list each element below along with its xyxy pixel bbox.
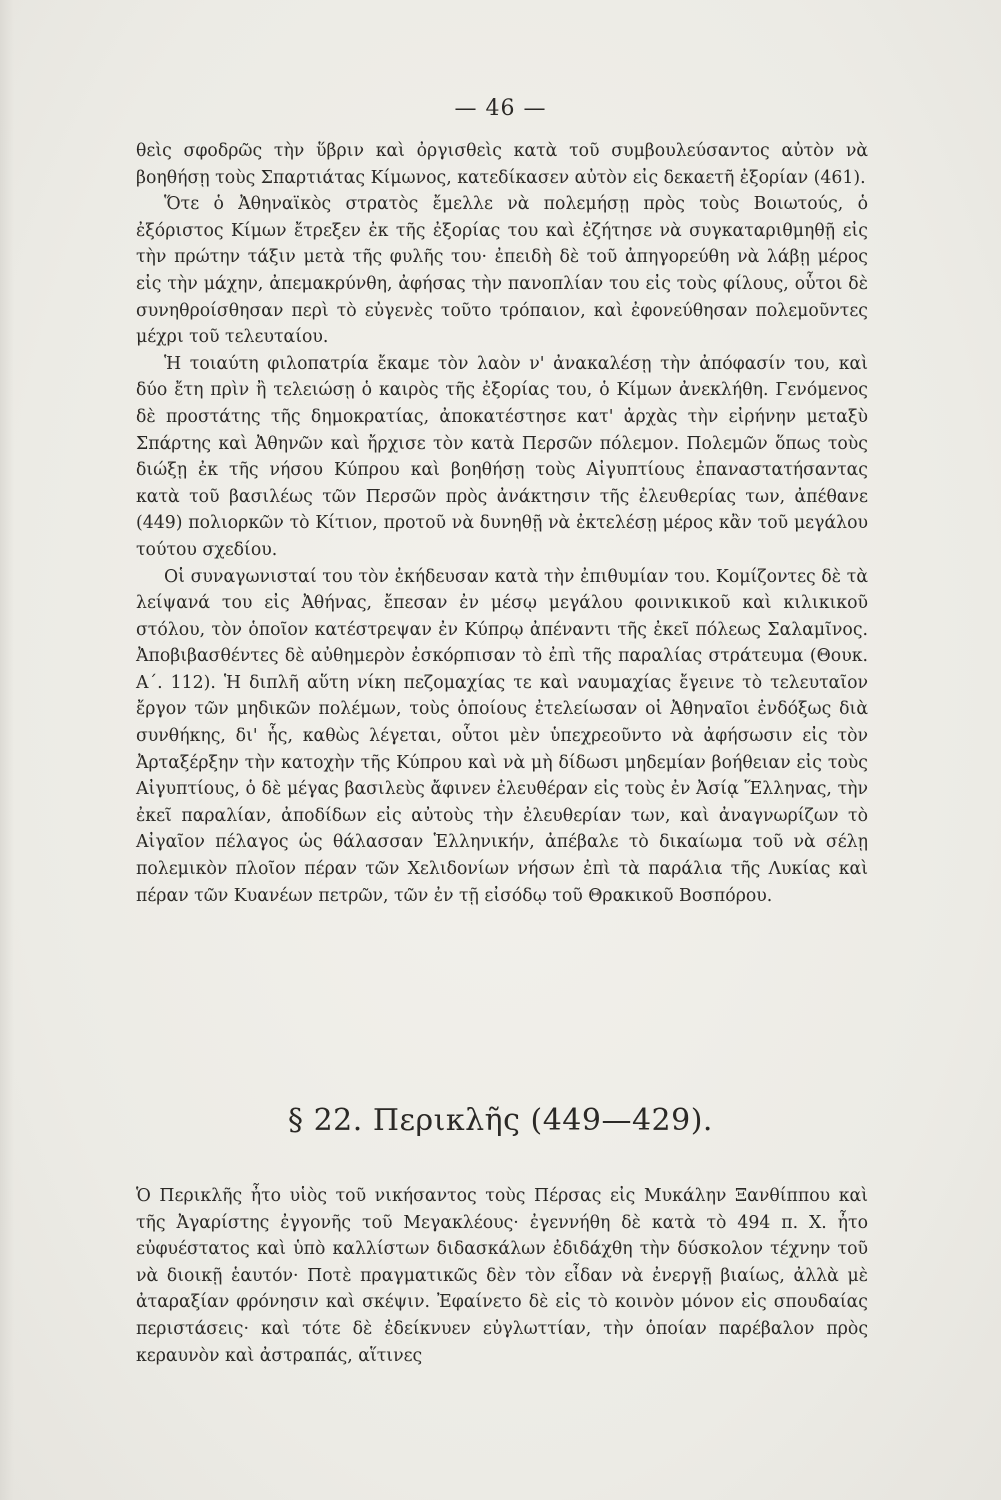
- paragraph: θεὶς σφοδρῶς τὴν ὕβριν καὶ ὀργισθεὶς κατὰ τοῦ συμβουλεύσαντος αὐτὸν νὰ βοηθήσῃ τοὺς Σπαρτιάτας Κίμωνος, κατεδίκασεν αὐτὸν εἰς δεκαετῆ ἐξορίαν (461).: [136, 141, 868, 188]
- paragraph: Ἡ τοιαύτη φιλοπατρία ἔκαμε τὸν λαὸν ν' ἀνακαλέσῃ τὴν ἀπόφασίν του, καὶ δύο ἔτη πρὶν ἢ τελειώσῃ ὁ καιρὸς τῆς ἐξορίας του, ὁ Κίμων ἀνεκλήθη. Γενόμενος δὲ προστάτης τῆς δημοκρατίας, ἀποκατέστησε κατ' ἀρχὰς τὴν εἰρήνην μεταξὺ Σπάρτης καὶ Ἀθηνῶν καὶ ἤρχισε τὸν κατὰ Περσῶν πόλεμον. Πολεμῶν ὅπως τοὺς διώξῃ ἐκ τῆς νήσου Κύπρου καὶ βοηθήσῃ τοὺς Αἰγυπτίους ἐπαναστατήσαντας κατὰ τοῦ βασιλέως τῶν Περσῶν πρὸς ἀνάκτησιν τῆς ἐλευθερίας των, ἀπέθανε (449) πολιορκῶν τὸ Κίτιον, προτοῦ νὰ δυνηθῇ νὰ ἐκτελέσῃ μέρος κἂν τοῦ μεγάλου τούτου σχεδίου.: [136, 353, 868, 560]
- body-text-bottom: [136, 1183, 868, 1369]
- section-heading: § 22. Περικλῆς (449—429).: [288, 1103, 713, 1138]
- page-number: — 46 —: [454, 96, 547, 121]
- paragraph: Ὁ Περικλῆς ἦτο υἱὸς τοῦ νικήσαντος τοὺς Πέρσας εἰς Μυκάλην Ξανθίππου καὶ τῆς Ἀγαρίστης ἐγγονῆς τοῦ Μεγακλέους· ἐγεννήθη δὲ κατὰ τὸ 494 π. Χ. ἦτο εὐφυέστατος καὶ ὑπὸ καλλίστων διδασκάλων ἐδιδάχθη τὴν δύσκολον τέχνην τοῦ νὰ διοικῇ ἑαυτόν· Ποτὲ πραγματικῶς δὲν τὸν εἶδαν νὰ ἐνεργῇ βιαίως, ἀλλὰ μὲ ἀταραξίαν φρόνησιν καὶ σκέψιν. Ἐφαίνετο δὲ εἰς τὸ κοινὸν μόνον εἰς σπουδαίας περιστάσεις· καὶ τότε δὲ ἐδείκνυεν εὐγλωττίαν, τὴν ὁποίαν παρέβαλον πρὸς κεραυνὸν καὶ ἀστραπάς, αἵτινες: [136, 1186, 868, 1366]
- paragraph: Οἱ συναγωνισταί του τὸν ἐκήδευσαν κατὰ τὴν ἐπιθυμίαν του. Κομίζοντες δὲ τὰ λείψανά του εἰς Ἀθήνας, ἔπεσαν ἐν μέσῳ μεγάλου φοινικικοῦ καὶ κιλικικοῦ στόλου, τὸν ὁποῖον κατέστρεψαν ἐν Κύπρῳ ἀπέναντι τῆς ἐκεῖ πόλεως Σαλαμῖνος. Ἀποβιβασθέντες δὲ αὐθημερὸν ἐσκόρπισαν τὸ ἐπὶ τῆς παραλίας στράτευμα (Θουκ. Α΄. 112). Ἡ διπλῆ αὕτη νίκη πεζομαχίας τε καὶ ναυμαχίας ἔγεινε τὸ τελευταῖον ἔργον τῶν μηδικῶν πολέμων, τοὺς ὁποίους ἐτελείωσαν οἱ Ἀθηναῖοι ἐνδόξως διὰ συνθήκης, δι' ἧς, καθὼς λέγεται, οὗτοι μὲν ὑπεχρεοῦντο νὰ ἀφήσωσιν εἰς τὸν Ἀρταξέρξην τὴν κατοχὴν τῆς Κύπρου καὶ νὰ μὴ δίδωσι μηδεμίαν βοήθειαν εἰς τοὺς Αἰγυπτίους, ὁ δὲ μέγας βασιλεὺς ἄφινεν ἐλευθέραν εἰς τοὺς ἐν Ἀσίᾳ Ἕλληνας, τὴν ἐκεῖ παραλίαν, ἀποδίδων εἰς αὐτοὺς τὴν ἐλευθερίαν των, καὶ ἀναγνωρίζων τὸ Αἰγαῖον πέλαγος ὡς θάλασσαν Ἑλληνικήν, ἀπέβαλε τὸ δικαίωμα τοῦ νὰ σέλῃ πολεμικὸν πλοῖον πέραν τῶν Χελιδονίων νήσων ἐπὶ τὰ παράλια τῆς Λυκίας καὶ πέραν τῶν Κυανέων πετρῶν, τῶν ἐν τῇ εἰσόδῳ τοῦ Θρακικοῦ Βοσπόρου.: [136, 566, 868, 906]
- page-edge-shadow: [0, 0, 14, 1500]
- body-text-top: [136, 138, 868, 909]
- paragraph: Ὅτε ὁ Ἀθηναϊκὸς στρατὸς ἔμελλε νὰ πολεμήσῃ πρὸς τοὺς Βοιωτούς, ὁ ἐξόριστος Κίμων ἔτρεξεν ἐκ τῆς ἐξορίας του καὶ ἐζήτησε νὰ συγκαταριθμηθῇ εἰς τὴν πρώτην τάξιν μετὰ τῆς φυλῆς του· ἐπειδὴ δὲ τοῦ ἀπηγορεύθη νὰ λάβῃ μέρος εἰς τὴν μάχην, ἀπεμακρύνθη, ἀφήσας τὴν πανοπλίαν του εἰς τοὺς φίλους, οὗτοι δὲ συνηθροίσθησαν περὶ τὸ εὐγενὲς τοῦτο τρόπαιον, καὶ ἐφονεύθησαν πολεμοῦντες μέχρι τοῦ τελευταίου.: [136, 194, 868, 348]
